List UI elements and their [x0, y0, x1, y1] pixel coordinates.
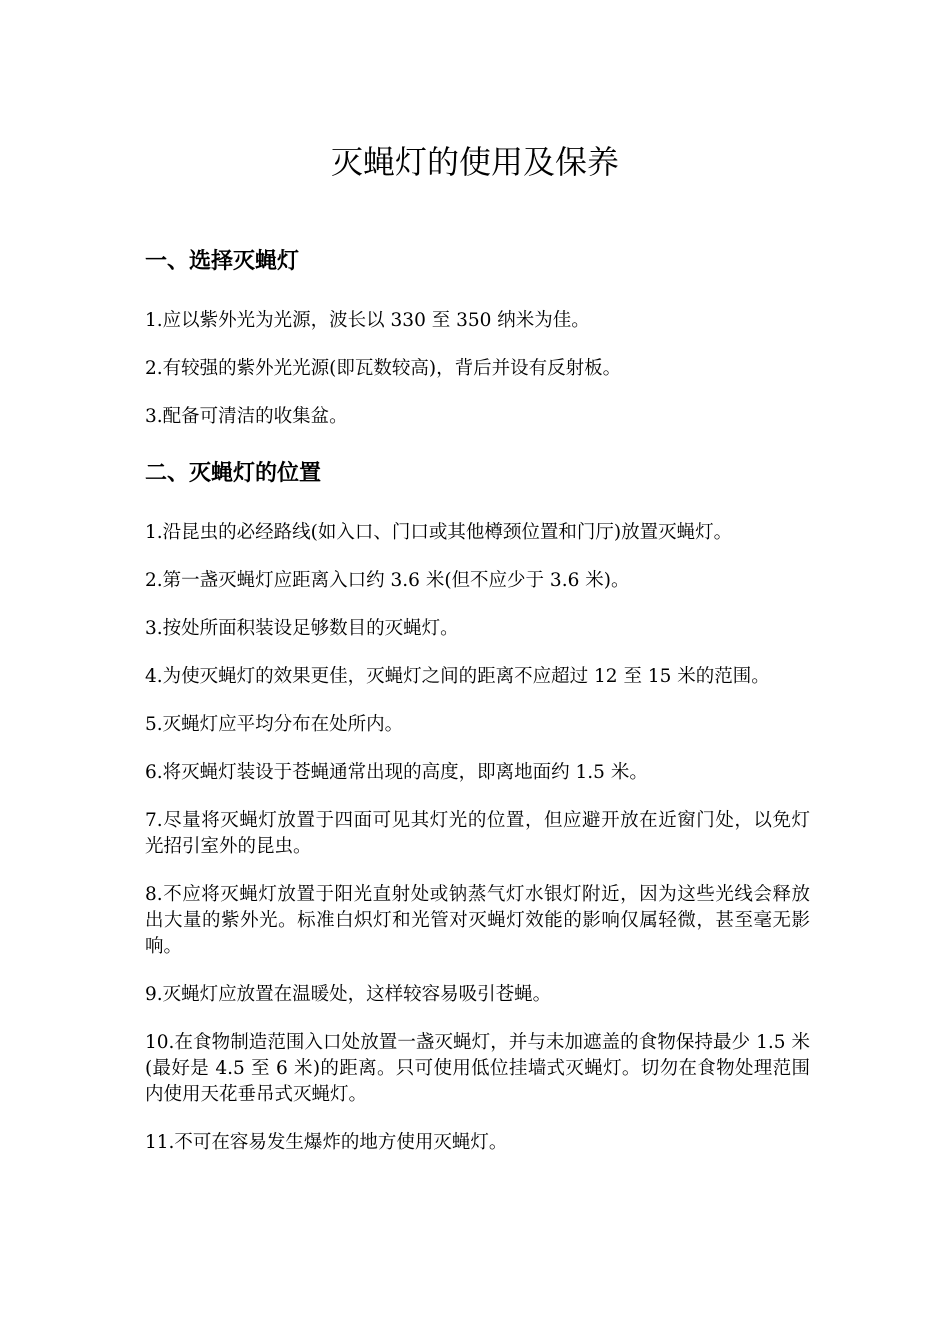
list-item: 3.按处所面积装设足够数目的灭蝇灯。 [145, 618, 459, 639]
list-item: 4.为使灭蝇灯的效果更佳，灭蝇灯之间的距离不应超过 12 至 15 米的范围。 [145, 666, 770, 687]
list-item: 5.灭蝇灯应平均分布在处所内。 [145, 714, 404, 735]
section-lamp-position [145, 458, 810, 1156]
section-heading: 一、选择灭蝇灯 [145, 249, 300, 274]
list-item: 2.有较强的紫外光光源(即瓦数较高)，背后并设有反射板。 [145, 358, 622, 379]
list-item: 2.第一盏灭蝇灯应距离入口约 3.6 米(但不应少于 3.6 米)。 [145, 570, 630, 591]
section-select-lamp [145, 246, 810, 430]
list-item: 10.在食物制造范围入口处放置一盏灭蝇灯，并与未加遮盖的食物保持最少 1.5 米(最好是 4.5 至 6 米)的距离。只可使用低位挂墙式灭蝇灯。切勿在食物处理范围内使用天花垂吊式灭蝇灯。 [145, 1032, 810, 1105]
list-item: 1.应以紫外光为光源，波长以 330 至 350 纳米为佳。 [145, 310, 590, 331]
document-body [145, 246, 810, 1178]
list-item: 1.沿昆虫的必经路线(如入口、门口或其他樽颈位置和门厅)放置灭蝇灯。 [145, 522, 733, 543]
list-item: 7.尽量将灭蝇灯放置于四面可见其灯光的位置，但应避开放在近窗门处，以免灯光招引室外的昆虫。 [145, 810, 810, 857]
list-item: 8.不应将灭蝇灯放置于阳光直射处或钠蒸气灯水银灯附近，因为这些光线会释放出大量的紫外光。标准白炽灯和光管对灭蝇灯效能的影响仅属轻微，甚至毫无影响。 [145, 884, 810, 957]
list-item: 11.不可在容易发生爆炸的地方使用灭蝇灯。 [145, 1132, 508, 1153]
list-item: 6.将灭蝇灯装设于苍蝇通常出现的高度，即离地面约 1.5 米。 [145, 762, 648, 783]
section-heading: 二、灭蝇灯的位置 [145, 461, 322, 486]
list-item: 9.灭蝇灯应放置在温暖处，这样较容易吸引苍蝇。 [145, 984, 552, 1005]
document-title: 灭蝇灯的使用及保养 [330, 143, 619, 181]
list-item: 3.配备可清洁的收集盆。 [145, 406, 348, 427]
